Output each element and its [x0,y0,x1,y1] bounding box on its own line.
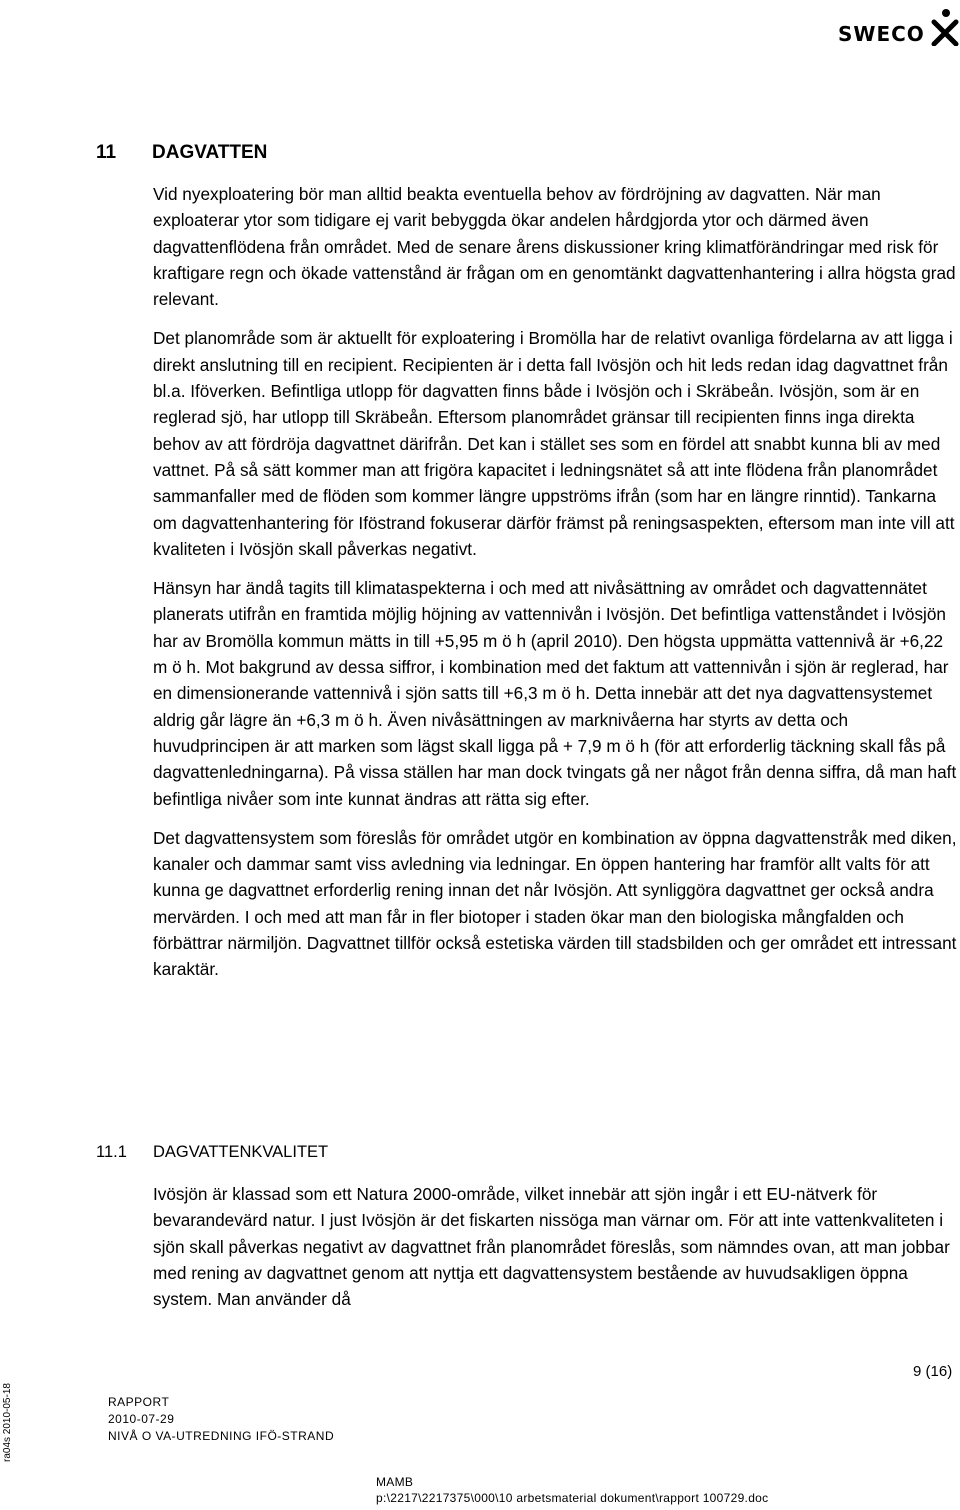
doc-type: RAPPORT [108,1395,170,1409]
logo-text: SWECO [838,22,925,46]
subsection-number: 11.1 [96,1143,127,1161]
side-stamp: ra04s 2010-05-18 [2,1383,13,1462]
subsection-body [153,1181,959,1312]
section-number: 11 [96,142,117,163]
footer-info [108,1394,334,1445]
paragraph: Det planområde som är aktuellt för exploatering i Bromölla har de relativt ovanliga fördelarna av att ligga i direkt anslutning till en recipient. Recipienten är i detta fall Ivösjön och hit leds redan idag dagvattnet från bl.a. Iföverken. Befintliga utlopp för dagvatten finns både i Ivösjön och i Skräbeån. Ivösjön, som är en reglerad sjö, har utlopp till Skräbeån. Eftersom planområdet gränsar till recipienten finns inga direkta behov av att fördröja dagvattnet därifrån. Det kan i stället ses som en fördel att snabbt kunna bli av med vattnet. På så sätt kommer man att frigöra kapacitet i ledningsnätet så att inte flödena från planområdet sammanfaller med de flöden som kommer längre uppströms ifrån (som har en längre rinntid). Tankarna om dagvattenhantering för Iföstrand fokuserar därför främst på reningsaspekten, eftersom man inte vill att kvaliteten i Ivösjön skall påverkas negativt. [153,328,955,559]
doc-date: 2010-07-29 [108,1412,175,1426]
author: MAMB [376,1475,414,1489]
section-heading [96,142,267,164]
paragraph: Hänsyn har ändå tagits till klimataspekterna i och med att nivåsättning av området och dagvattennätet planerats utifrån en framtida möjlig höjning av vattennivån i Ivösjön. Det befintliga vattenståndet i Ivösjön har av Bromölla kommun mätts in till +5,95 m ö h (april 2010). Den högsta uppmätta vattennivå är +6,22 m ö h. Mot bakgrund av dessa siffror, i kombination med det faktum att vattennivån i sjön är reglerad, har en dimensionerande vattennivå i sjön satts till +6,3 m ö h. Detta innebär att det nya dagvattensystemet aldrig går lägre än +6,3 m ö h. Även nivåsättningen av marknivåerna har styrts av detta och huvudprincipen är att marken som lägst skall ligga på + 7,9 m ö h (för att erforderlig täckning skall fås på dagvattenledningarna). På vissa ställen har man dock tvingats gå ner något från denna siffra, då man haft befintliga nivåer som inte kunnat ändras att rätta sig efter. [153,578,957,809]
subsection-title: DAGVATTENKVALITET [153,1143,329,1161]
section-body [153,181,959,983]
project-name: NIVÅ O VA-UTREDNING IFÖ-STRAND [108,1429,335,1443]
file-path: p:\2217\2217375\000\10 arbetsmaterial dokument\rapport 100729.doc [376,1491,769,1505]
sweco-mark-icon [930,8,960,46]
paragraph: Vid nyexploatering bör man alltid beakta eventuella behov av fördröjning av dagvatten. När man exploaterar ytor som tidigare ej varit bebyggda ökar andelen hårdgjorda ytor och därmed även dagvattenflödena från området. Med de senare årens diskussioner kring klimatförändringar med risk för kraftigare regn och ökade vattenstånd är frågan om en genomtänkt dagvattenhantering i allra högsta grad relevant. [153,184,956,310]
page-number: 9 (16) [913,1363,953,1380]
subsection-heading [96,1143,328,1162]
paragraph: Ivösjön är klassad som ett Natura 2000-område, vilket innebär att sjön ingår i ett EU-nätverk för bevarandevärd natur. I just Ivösjön är det fiskarten nissöga man värnar om. För att inte vattenkvaliteten i sjön skall påverkas negativt av dagvattnet från planområdet föreslås, som nämndes ovan, att man jobbar med rening av dagvattnet genom att nyttja ett dagvattensystem bestående av huvudsakligen öppna system. Man använder då [153,1184,950,1310]
paragraph: Det dagvattensystem som föreslås för området utgör en kombination av öppna dagvattenstråk med diken, kanaler och dammar samt viss avledning via ledningar. En öppen hantering har framför allt valts för att kunna ge dagvattnet erforderlig rening innan det når Ivösjön. Att synliggöra dagvattnet ger också andra mervärden. I och med att man får in fler biotoper i staden ökar man den biologiska mångfalden och förbättrar närmiljön. Dagvattnet tillför också estetiska värden till stadsbilden och ger området ett intressant karaktär. [153,827,957,980]
section-title: DAGVATTEN [152,142,268,163]
sweco-logo [838,8,960,48]
footer-file-info [376,1474,768,1506]
